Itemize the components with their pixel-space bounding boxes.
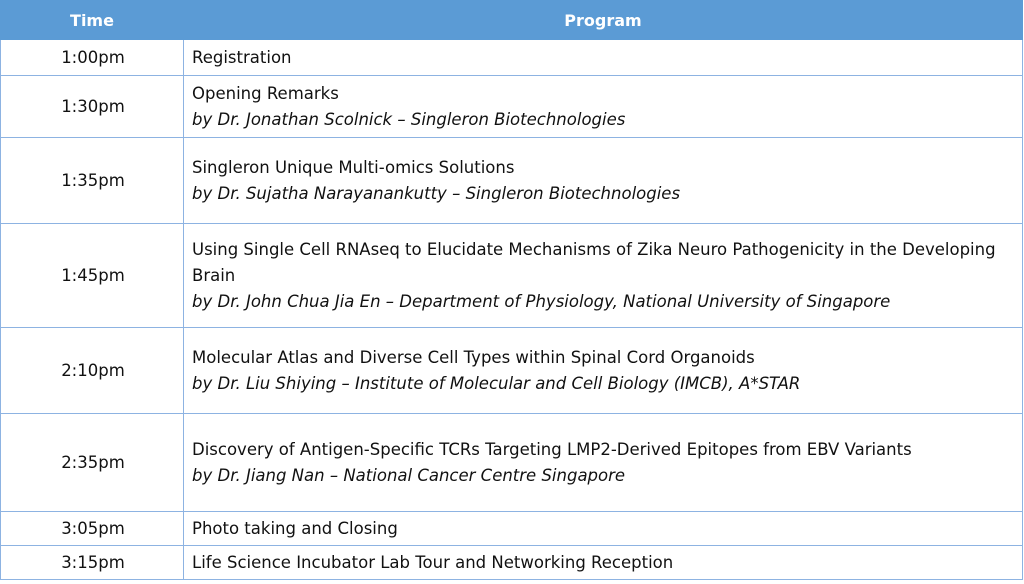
- session-speaker: by Dr. Jiang Nan – National Cancer Centre Singapore: [192, 465, 626, 485]
- table-row: [1, 76, 1023, 138]
- program-cell: [184, 512, 1023, 546]
- session-title: Opening Remarks: [192, 83, 339, 103]
- time-cell: 2:35pm: [1, 414, 184, 512]
- session-speaker: by Dr. Jonathan Scolnick – Singleron Biotechnologies: [192, 109, 626, 129]
- header-row: [1, 1, 1023, 40]
- time-column-header: Time: [1, 1, 184, 40]
- table-row: [1, 138, 1023, 224]
- session-title: Using Single Cell RNAseq to Elucidate Mechanisms of Zika Neuro Pathogenicity in the Developing Brain: [192, 239, 996, 285]
- program-cell: [184, 224, 1023, 328]
- session-title: Photo taking and Closing: [192, 518, 398, 538]
- program-column-header: Program: [184, 1, 1023, 40]
- table-row: [1, 414, 1023, 512]
- time-cell: 1:45pm: [1, 224, 184, 328]
- time-cell: 2:10pm: [1, 328, 184, 414]
- time-cell: 1:30pm: [1, 76, 184, 138]
- program-cell: [184, 328, 1023, 414]
- session-speaker: by Dr. John Chua Jia En – Department of Physiology, National University of Singapore: [192, 291, 891, 311]
- program-cell: [184, 76, 1023, 138]
- time-cell: 1:35pm: [1, 138, 184, 224]
- program-cell: [184, 546, 1023, 580]
- program-cell: [184, 40, 1023, 76]
- session-title: Discovery of Antigen-Specific TCRs Targeting LMP2-Derived Epitopes from EBV Variants: [192, 439, 912, 459]
- session-speaker: by Dr. Liu Shiying – Institute of Molecular and Cell Biology (IMCB), A*STAR: [192, 373, 801, 393]
- table-row: [1, 224, 1023, 328]
- table-row: [1, 546, 1023, 580]
- table-row: [1, 512, 1023, 546]
- program-cell: [184, 414, 1023, 512]
- session-title: Registration: [192, 47, 292, 67]
- program-cell: [184, 138, 1023, 224]
- session-title: Life Science Incubator Lab Tour and Networking Reception: [192, 552, 674, 572]
- session-title: Singleron Unique Multi-omics Solutions: [192, 157, 515, 177]
- table-row: [1, 40, 1023, 76]
- session-speaker: by Dr. Sujatha Narayanankutty – Singleron Biotechnologies: [192, 183, 681, 203]
- time-cell: 3:15pm: [1, 546, 184, 580]
- time-cell: 3:05pm: [1, 512, 184, 546]
- session-title: Molecular Atlas and Diverse Cell Types within Spinal Cord Organoids: [192, 347, 755, 367]
- table-row: [1, 328, 1023, 414]
- time-cell: 1:00pm: [1, 40, 184, 76]
